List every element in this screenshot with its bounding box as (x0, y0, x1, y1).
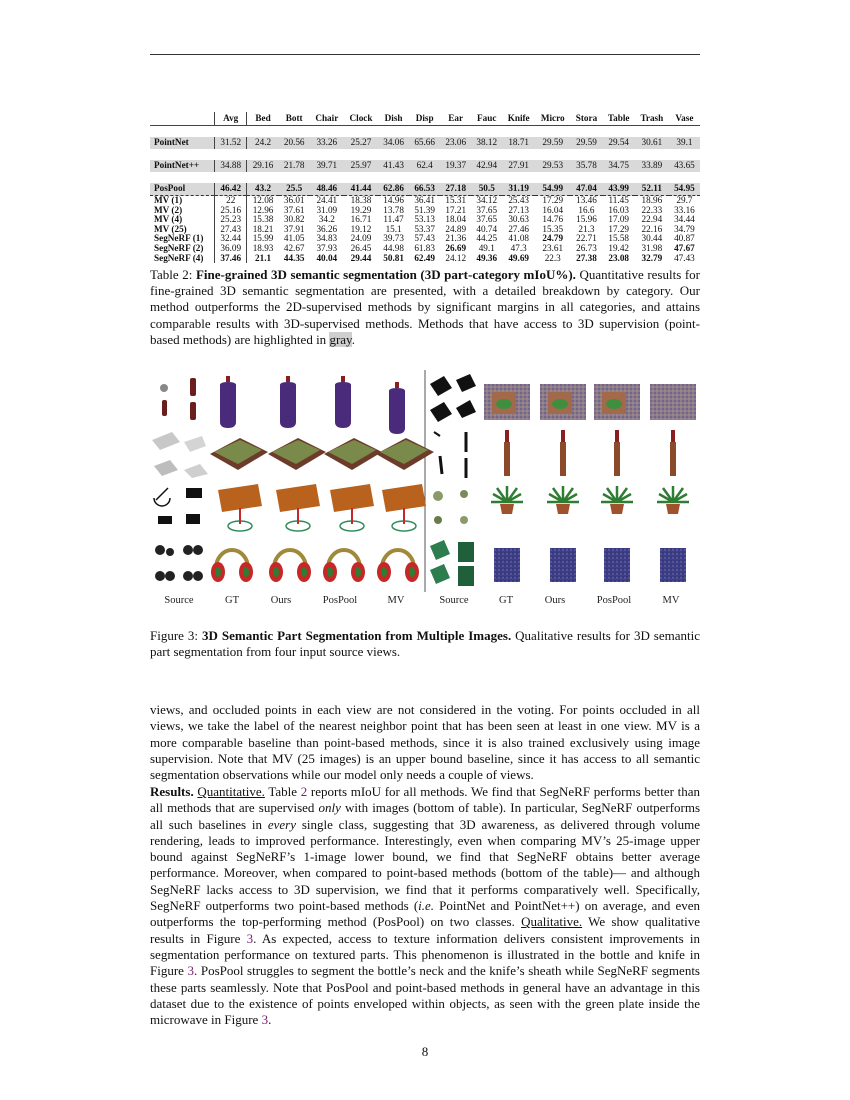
table-cell: 25.23 (215, 215, 247, 225)
method-name: PosPool (150, 183, 215, 196)
table-cell: 44.35 (283, 252, 305, 263)
table-header-cell: Fauc (471, 112, 502, 126)
figure-column-label: PosPool (596, 595, 632, 606)
table-cell: 37.46 (215, 254, 247, 264)
body-paragraph-1: views, and occluded points in each view are not considered in the voting. For points occluded in all views, we take the label of the nearest neighbor point that has been seen at least in one view. MV is a more comparable baseline than point-based methods, since it is also trained exclusively using image supervision. Note that MV (25 images) is an upper bound baseline, since it has access to all semantic segmentation observations while our model only needs a couple of views. (150, 702, 700, 783)
method-name: MV (2) (150, 206, 215, 216)
table-header-cell: Micro (535, 112, 570, 126)
table-cell: 16.03 (608, 204, 630, 215)
table-cell: 53.37 (414, 223, 435, 234)
results-emphasis: i.e. (418, 898, 435, 914)
table-caption (150, 267, 700, 348)
table-cell: 20.56 (279, 137, 310, 149)
table-cell: 33.16 (674, 204, 695, 215)
table-cell: 31.09 (316, 204, 338, 215)
table-cell: 15.99 (252, 233, 274, 244)
table-cell: 15.31 (440, 196, 471, 206)
table-cell: 41.43 (378, 160, 409, 172)
table-cell: 36.01 (279, 196, 310, 206)
table-cell: 48.46 (310, 183, 344, 196)
results-text: We show qualitative results in Figure (150, 914, 700, 946)
results-text: . (268, 1012, 272, 1028)
method-name: SegNeRF (1) (150, 234, 215, 244)
table-cell: 31.19 (502, 183, 535, 196)
table-cell: 29.59 (570, 137, 602, 149)
table-cell: 27.43 (215, 225, 247, 235)
table-row-render (154, 484, 426, 531)
table-cell: 44.25 (476, 233, 498, 244)
table-cell: 42.94 (471, 160, 502, 172)
table-cell: 47.3 (510, 243, 527, 254)
table-cell: 43.99 (603, 183, 635, 196)
table-cell: 25.16 (215, 206, 247, 216)
table-cell: 62.49 (414, 252, 435, 263)
table-cell: 12.08 (247, 196, 279, 206)
table-cell: 62.86 (378, 183, 409, 196)
table-cell: 27.46 (508, 223, 529, 234)
table-spacer (150, 126, 700, 138)
table-cell: 61.83 (414, 243, 435, 254)
table-header-cell: Dish (378, 112, 409, 126)
table-cell: 17.09 (608, 214, 630, 225)
results-text: . As expected, access to texture information delivers consistent improvements in segmentation performance on textured parts. This phenomenon is illustrated in the bottle and knife in Figure (150, 930, 700, 979)
table-caption-label: Table 2: (150, 267, 193, 282)
table-cell: 17.29 (608, 223, 630, 234)
table-cell: 40.74 (476, 223, 498, 234)
table-cell: 13.78 (383, 204, 404, 215)
table-cell: 30.82 (283, 214, 305, 225)
table-header-cell: Bed (247, 112, 279, 126)
table-cell: 34.75 (603, 160, 635, 172)
results-emphasis: every (267, 816, 296, 832)
table-header-cell: Disp (409, 112, 440, 126)
table-cell: 24.2 (247, 137, 279, 149)
figure-column-label: GT (499, 595, 513, 606)
table-spacer-cell (150, 126, 700, 138)
table-cell: 27.91 (502, 160, 535, 172)
table-header-cell: Clock (344, 112, 378, 126)
table-cell: 37.65 (476, 214, 498, 225)
table-cell: 14.76 (542, 214, 564, 225)
table-cell: 21.3 (578, 223, 595, 234)
method-name: PointNet (150, 137, 215, 149)
table-cell: 43.65 (669, 160, 700, 172)
table-cell: 18.04 (445, 214, 467, 225)
table-cell: 49.69 (508, 252, 529, 263)
figure-column-label: Ours (270, 595, 292, 606)
table-header-cell: Chair (310, 112, 344, 126)
table-cell: 19.12 (350, 223, 372, 234)
table-cell: 29.53 (535, 160, 570, 172)
table-cell: 29.7 (669, 196, 700, 206)
table-cell: 22.71 (576, 233, 597, 244)
table-cell: 30.44 (641, 233, 663, 244)
table-spacer-cell (150, 172, 700, 183)
table-header-cell: Trash (635, 112, 669, 126)
results-table (150, 112, 700, 263)
figure-caption-text: Qualitative results for 3D semantic part segmentation from four input source views. (150, 628, 701, 660)
table-cell: 37.91 (283, 223, 305, 234)
table-spacer (150, 172, 700, 183)
table-cell: 57.43 (414, 233, 435, 244)
table-cell: 24.89 (445, 223, 467, 234)
table-cell: 27.38 (576, 252, 597, 263)
figure-column-label: Source (164, 595, 194, 606)
table-cell: 47.43 (674, 252, 695, 263)
trashcan-row (430, 540, 686, 586)
table-cell: 26.69 (445, 243, 467, 254)
table-cell: 36.09 (215, 244, 247, 254)
table-cell: 34.44 (674, 214, 695, 225)
table-row (150, 160, 700, 172)
table-caption-text: Quantitative results for fine-grained 3D semantic segmentation are presented, with a detailed breakdown by category. Our method outperforms the 2D-supervised methods by significant margins in all categories, and attains comparable results with 3D-supervised methods. Methods that have access to 3D supervision (point-based methods) are highlighted in (150, 267, 701, 347)
table-cell: 39.1 (669, 137, 700, 149)
figure-3-renderings (150, 370, 700, 592)
table-cell: 22.94 (641, 214, 663, 225)
table-cell: 43.2 (247, 183, 279, 196)
knife-row (434, 430, 676, 478)
table-cell: 29.16 (247, 160, 279, 172)
table-cell: 65.66 (409, 137, 440, 149)
figure-caption-label: Figure 3: (150, 628, 199, 643)
table-cell: 15.96 (576, 214, 597, 225)
table-cell: 12.96 (252, 204, 274, 215)
table-cell: 16.04 (542, 204, 564, 215)
table-cell: 26.73 (576, 243, 597, 254)
table-cell: 30.63 (508, 214, 529, 225)
table-cell: 54.99 (535, 183, 570, 196)
table-cell: 24.12 (445, 252, 467, 263)
table-cell: 24.41 (310, 196, 344, 206)
results-text: . PosPool struggles to segment the bottle’s neck and the knife’s sheath while SegNeRF segments these parts seamlessly. Note that PosPool and point-based methods in general have an advantage in this dataset due to the existence of points enveloped within objects, as seen with the green plate inside the microwave in Figure (150, 963, 700, 1028)
table-cell: 16.71 (350, 214, 372, 225)
table-cell: 29.54 (603, 137, 635, 149)
table-cell: 52.11 (635, 183, 669, 196)
table-cell: 37.65 (476, 204, 498, 215)
quantitative-label: Quantitative. (197, 784, 265, 799)
table-cell: 19.29 (350, 204, 372, 215)
table-spacer-cell (150, 149, 700, 160)
results-text: Table (264, 784, 301, 799)
table-cell: 18.38 (344, 196, 378, 206)
figure-column-label: MV (662, 595, 680, 606)
table-cell: 42.67 (283, 243, 305, 254)
table-cell: 26.45 (350, 243, 372, 254)
table-row (150, 254, 700, 264)
table-cell: 18.21 (252, 223, 274, 234)
table-cell: 53.13 (414, 214, 435, 225)
table-header-cell: Vase (669, 112, 700, 126)
table-cell: 66.53 (409, 183, 440, 196)
table-cell: 29.59 (535, 137, 570, 149)
table-cell: 19.42 (608, 243, 630, 254)
table-cell: 49.1 (478, 243, 495, 254)
table-cell: 46.42 (215, 183, 247, 196)
table-header-cell (150, 112, 215, 126)
table-cell: 30.61 (635, 137, 669, 149)
results-paragraph (150, 784, 700, 1028)
table-cell: 47.67 (674, 243, 695, 254)
table-cell: 62.4 (409, 160, 440, 172)
table-cell: 27.18 (440, 183, 471, 196)
gray-highlight: gray (329, 331, 352, 347)
results-text: PointNet and PointNet++) on average, and even outperforms the top-performing method (PosPool) on two classes. (150, 898, 700, 930)
table-cell: 36.26 (316, 223, 338, 234)
table-cell: 23.08 (608, 252, 630, 263)
table-cell: 15.35 (542, 223, 564, 234)
results-text: with images (bottom of table). In particular, SegNeRF outperforms all such baselines in (150, 800, 700, 832)
table-cell: 15.58 (608, 233, 630, 244)
plant-row (433, 486, 689, 524)
table-cell: 33.89 (635, 160, 669, 172)
table-cell: 44.98 (383, 243, 404, 254)
method-name: SegNeRF (4) (150, 254, 215, 264)
table-cell: 37.93 (316, 243, 338, 254)
table-cell: 34.12 (471, 196, 502, 206)
table-cell: 21.36 (445, 233, 467, 244)
table-cell: 39.71 (310, 160, 344, 172)
table-cell: 34.79 (674, 223, 695, 234)
method-name: MV (1) (150, 196, 215, 206)
qualitative-label: Qualitative. (521, 914, 583, 930)
table-cell: 51.39 (414, 204, 435, 215)
table-cell: 24.09 (350, 233, 372, 244)
table-cell: 49.36 (476, 252, 498, 263)
table-cell: 36.41 (409, 196, 440, 206)
table-cell: 23.61 (542, 243, 564, 254)
results-emphasis: only (318, 800, 341, 816)
table-row (150, 137, 700, 149)
table-cell: 34.83 (316, 233, 338, 244)
table-cell: 16.6 (578, 204, 595, 215)
table-cell: 32.44 (215, 234, 247, 244)
figure-reference-link[interactable]: 3 (187, 963, 195, 979)
bed-row (152, 432, 434, 478)
table-cell: 54.95 (669, 183, 700, 196)
figure-column-label: Source (439, 595, 469, 606)
table-cell: 18.71 (502, 137, 535, 149)
table-cell: 19.37 (440, 160, 471, 172)
table-cell: 41.08 (508, 233, 529, 244)
table-cell: 21.1 (255, 252, 272, 263)
table-cell: 13.46 (570, 196, 602, 206)
table-header-cell: Avg (215, 112, 247, 126)
table-cell: 11.45 (603, 196, 635, 206)
table-cell: 22.16 (641, 223, 663, 234)
method-name: MV (4) (150, 215, 215, 225)
table-cell: 34.06 (378, 137, 409, 149)
table-cell: 37.61 (283, 204, 305, 215)
figure-3 (150, 370, 700, 610)
results-text: single class, suggesting that 3D awareness, as delivered through volume rendering, leads to improved performance. Interestingly, even when comparing MV’s 25-image upper bound against SegNeRF’s 1-image lower bound, we find that SegNeRF obtains better average performance. Moreover, when compared to point-based methods (bottom of the table)— and although SegNeRF lacks access to 3D supervision, we find that it performs comparatively well. Specifically, SegNeRF outperforms two point-based methods ( (150, 816, 701, 914)
table-reference-link[interactable]: 2 (300, 784, 308, 799)
bottle-row (160, 376, 405, 434)
table-cell: 50.5 (471, 183, 502, 196)
table-cell: 22.3 (544, 252, 561, 263)
page-number: 8 (421, 1044, 429, 1059)
figure-caption-title: 3D Semantic Part Segmentation from Multiple Images. (202, 628, 512, 643)
figure-column-label: Ours (544, 595, 566, 606)
table-cell: 17.29 (535, 196, 570, 206)
table-header-cell: Ear (440, 112, 471, 126)
table-cell: 14.96 (378, 196, 409, 206)
figure-reference-link[interactable]: 3 (246, 930, 254, 946)
table-cell: 32.79 (641, 252, 663, 263)
table-cell: 22.33 (641, 204, 663, 215)
figure-reference-link[interactable]: 3 (261, 1012, 269, 1028)
table-cell: 18.93 (252, 243, 274, 254)
header-rule (150, 54, 700, 55)
table-caption-end: . (351, 331, 355, 347)
table-header-row (150, 112, 700, 126)
table-row (150, 183, 700, 196)
table-cell: 25.43 (502, 196, 535, 206)
table-cell: 23.06 (440, 137, 471, 149)
table-cell: 25.97 (344, 160, 378, 172)
table-spacer (150, 149, 700, 160)
figure-column-label: PosPool (322, 595, 358, 606)
table-caption-title: Fine-grained 3D semantic segmentation (3D part-category mIoU%). (195, 267, 576, 282)
table-header-cell: Bott (279, 112, 310, 126)
table-cell: 34.2 (318, 214, 335, 225)
table-header-cell: Knife (502, 112, 535, 126)
method-name: SegNeRF (2) (150, 244, 215, 254)
table-cell: 29.44 (350, 252, 372, 263)
table-cell: 40.04 (316, 252, 338, 263)
table-cell: 15.1 (385, 223, 402, 234)
table-cell: 27.13 (508, 204, 529, 215)
method-name: MV (25) (150, 225, 215, 235)
table-cell: 21.78 (279, 160, 310, 172)
table-header-cell: Table (603, 112, 635, 126)
table-cell: 25.5 (279, 183, 310, 196)
table-cell: 38.12 (471, 137, 502, 149)
table-cell: 39.73 (383, 233, 404, 244)
table-cell: 41.44 (344, 183, 378, 196)
table-cell: 31.98 (641, 243, 663, 254)
table-cell: 33.26 (310, 137, 344, 149)
microwave-row (430, 374, 696, 422)
table-cell: 25.27 (344, 137, 378, 149)
table-cell: 40.87 (674, 233, 695, 244)
table-cell: 18.96 (635, 196, 669, 206)
results-heading: Results. (150, 784, 194, 799)
results-text: reports mIoU for all methods. We find that SegNeRF performs better than all methods that are supervised (150, 784, 701, 816)
figure-column-label: MV (387, 595, 405, 606)
table-cell: 47.04 (570, 183, 602, 196)
table-cell: 11.47 (383, 214, 404, 225)
method-name: PointNet++ (150, 160, 215, 172)
table-header-cell: Stora (570, 112, 602, 126)
headphones-row (155, 545, 419, 582)
table-cell: 50.81 (383, 252, 404, 263)
table-cell: 35.78 (570, 160, 602, 172)
table-cell: 22 (215, 196, 247, 206)
figure-column-label: GT (225, 595, 239, 606)
table-cell: 31.52 (215, 137, 247, 149)
figure-caption (150, 628, 700, 660)
table-cell: 41.05 (283, 233, 305, 244)
table-cell: 17.21 (445, 204, 467, 215)
table-cell: 34.88 (215, 160, 247, 172)
table-cell: 24.79 (542, 233, 564, 244)
table-cell: 15.38 (252, 214, 274, 225)
